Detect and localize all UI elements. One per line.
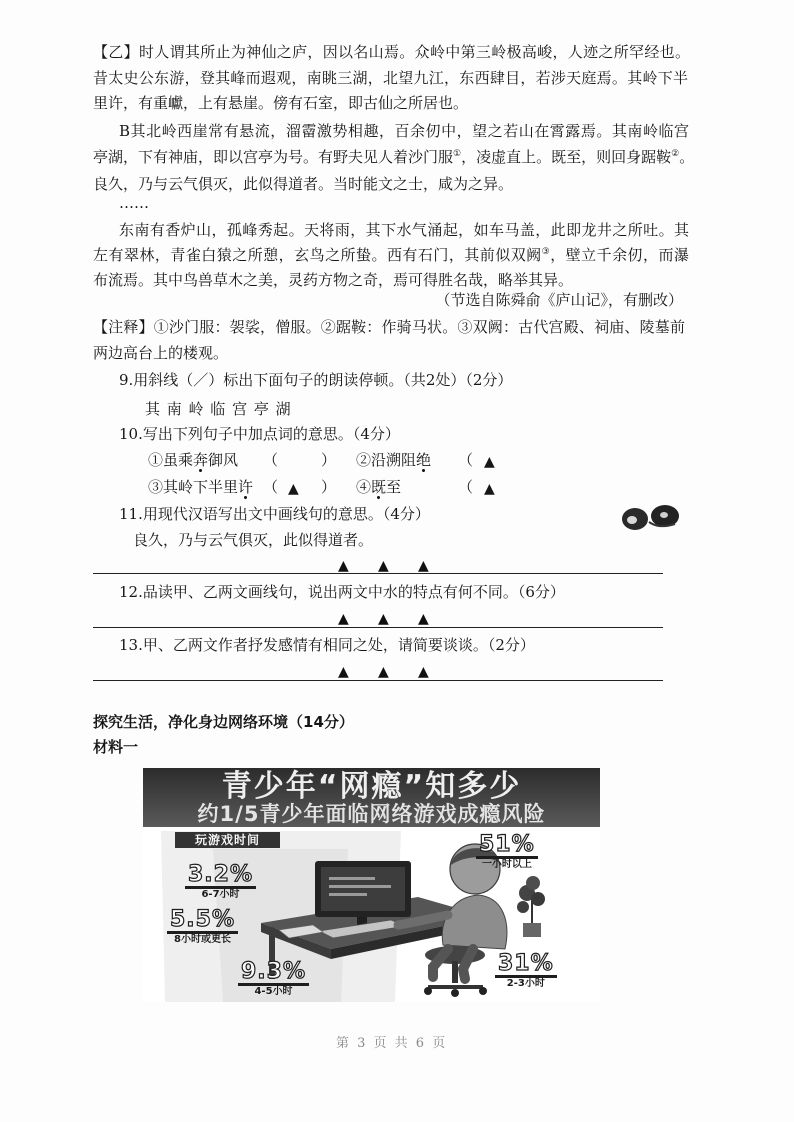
question-12-prompt: 12.品读甲、乙两文画线句，说出两文中水的特点有何不同。（6分）: [119, 583, 565, 601]
answer-mark[interactable]: ▲: [338, 558, 349, 574]
answer-bracket-close: ）: [321, 451, 337, 469]
source-citation: （节选自陈舜俞《庐山记》，有删改）: [435, 291, 683, 309]
omission-ellipsis: ……: [119, 194, 149, 212]
item-text: ①虽乘: [148, 451, 194, 469]
question-13-prompt: 13.甲、乙两文作者抒发感情有相同之处，请简要谈谈。（2分）: [119, 636, 535, 654]
passage-text: ，凌虚直上。既至，则回身踞鞍: [461, 148, 672, 166]
stat-8-hours-plus: [167, 909, 238, 946]
person-body: [442, 895, 507, 949]
plant-pot: [523, 923, 541, 937]
item-text: ②沿溯阻: [356, 451, 417, 469]
plant-leaf: [517, 901, 529, 913]
section-title: 探究生活，净化身边网络环境（14分）: [93, 713, 354, 731]
screen-line: [329, 893, 367, 896]
item-text: ③其岭下半里: [148, 478, 239, 496]
chair-wheel: [451, 989, 459, 997]
answer-line[interactable]: [93, 573, 663, 574]
passage-line: 良久，乃与云气俱灭，此似得道者。当时能文之士，咸为之异。: [93, 175, 514, 193]
stat-4-5-hours: [238, 961, 309, 998]
stat-label: 一小时以上: [481, 859, 532, 870]
question-11-sentence: 良久，乃与云气俱灭，此似得道者。: [133, 531, 374, 549]
question-9-prompt: 9.用斜线（／）标出下面句子的朗读停顿。（共2处）（2分）: [119, 371, 513, 389]
item-text: 御风: [208, 451, 239, 469]
answer-mark[interactable]: ▲: [418, 664, 429, 680]
passage-line: [93, 147, 695, 167]
plant-leaf: [526, 876, 540, 890]
passage-line: [93, 245, 689, 265]
infographic-title: 青少年“网瘾”知多少: [221, 769, 522, 804]
answer-mark[interactable]: ▲: [338, 664, 349, 680]
answer-mark[interactable]: ▲: [418, 558, 429, 574]
answer-mark[interactable]: ▲: [378, 611, 389, 627]
category-label: 玩游戏时间: [175, 832, 280, 848]
q10-item-2: [356, 450, 431, 470]
footnote-ref: ①: [453, 149, 462, 159]
stat-label: 2-3小时: [506, 978, 545, 989]
question-10-prompt: 10.写出下列句子中加点词的意思。（4分）: [119, 425, 400, 443]
stat-label: 6-7小时: [201, 889, 240, 900]
infographic-header: [143, 768, 600, 827]
passage-line: B其北岭西崖常有悬流，溜霤激势相趣，百余仞中，望之若山在霄露焉。其南岭临宫: [119, 122, 689, 140]
answer-mark[interactable]: ▲: [338, 611, 349, 627]
passage-line: 布流焉。其中鸟兽草木之美，灵药方物之奇，焉可得胜名哉，略举其异。: [93, 271, 574, 289]
answer-bracket-open: （: [263, 478, 279, 496]
dotted-word: 许: [238, 478, 254, 496]
footnote-ref: ②: [671, 149, 680, 159]
answer-bracket-open: （: [458, 478, 474, 496]
screen-line: [329, 877, 375, 880]
passage-line: 东南有香炉山，孤峰秀起。天将雨，其下水气涌起，如车马盖，此即龙井之所吐。其: [119, 221, 689, 239]
stat-value: 5.5%: [167, 909, 238, 934]
answer-line[interactable]: [93, 627, 663, 628]
answer-line[interactable]: [93, 680, 663, 681]
answer-mark[interactable]: ▲: [378, 664, 389, 680]
annotation-line: 【注释】①沙门服：袈裟，僧服。②踞鞍：作骑马状。③双阙：古代宫殿、祠庙、陵墓前: [93, 318, 685, 336]
stat-label: 4-5小时: [254, 986, 293, 997]
dotted-word: 既: [371, 478, 387, 496]
stat-label: 8小时或更长: [174, 934, 231, 945]
question-9-sentence[interactable]: 其 南 岭 临 宫 亭 湖: [145, 400, 292, 418]
ink-blot-hole: [660, 512, 668, 518]
monitor-screen: [321, 867, 405, 911]
passage-text: ，壁立千余仞，而瀑: [550, 246, 689, 264]
answer-mark[interactable]: ▲: [378, 558, 389, 574]
dotted-word: 奔: [193, 451, 209, 469]
item-text: 至: [386, 478, 402, 496]
q10-item-4: [356, 477, 401, 497]
stat-6-7-hours: [185, 864, 256, 901]
material-label: 材料一: [93, 738, 139, 756]
screen-line: [329, 885, 391, 888]
stat-value: 3.2%: [185, 864, 256, 889]
answer-bracket-open: （: [458, 451, 474, 469]
answer-mark[interactable]: ▲: [418, 611, 429, 627]
ink-blot-hole: [627, 516, 637, 524]
chair-wheel: [479, 987, 487, 995]
stat-value: 51%: [476, 834, 538, 859]
passage-text: 左有翠林，青雀白猿之所憩，玄鸟之所蛰。西有石门，其前似双阙: [93, 246, 542, 264]
stat-value: 31%: [495, 953, 557, 978]
answer-mark[interactable]: ▲: [288, 481, 299, 497]
infographic-subtitle: 约1/5青少年面临网络游戏成瘾风险: [197, 802, 546, 826]
passage-text: 亭湖，下有神庙，即以宫亭为号。有野夫见人着沙门服: [93, 148, 454, 166]
answer-mark[interactable]: ▲: [484, 481, 495, 497]
question-11-prompt: 11.用现代汉语写出文中画线句的意思。（4分）: [119, 505, 430, 523]
q10-item-1: [148, 450, 238, 470]
ink-smudge: [617, 502, 689, 534]
stat-one-hour-plus: [476, 834, 538, 871]
passage-line: 里许，有重巘，上有悬崖。傍有石室，即古仙之所居也。: [93, 94, 469, 112]
dotted-word: 绝: [416, 451, 432, 469]
answer-mark[interactable]: ▲: [484, 454, 495, 470]
page-number: 第 3 页 共 6 页: [336, 1036, 448, 1051]
answer-bracket-close: ）: [321, 478, 337, 496]
footnote-ref: ③: [541, 247, 551, 257]
passage-line: 【乙】时人谓其所止为神仙之庐，因以名山焉。众岭中第三岭极高峻，人迹之所罕经也。: [93, 43, 690, 61]
stat-value: 9.3%: [238, 961, 309, 986]
internet-addiction-infographic: [143, 768, 600, 1002]
chair-wheel: [424, 987, 432, 995]
chair-post: [452, 961, 458, 983]
stat-2-3-hours: [495, 953, 557, 990]
passage-line: 昔太史公东游，登其峰而遐观，南眺三湖，北望九江，东西肆目，若涉天庭焉。其岭下半: [93, 69, 688, 87]
q10-item-3: [148, 477, 253, 497]
annotation-line: 两边高台上的楼观。: [93, 344, 229, 362]
item-text: ④: [356, 478, 372, 496]
passage-text: 。: [679, 148, 695, 166]
answer-bracket-open: （: [263, 451, 279, 469]
plant-leaf: [531, 892, 545, 906]
